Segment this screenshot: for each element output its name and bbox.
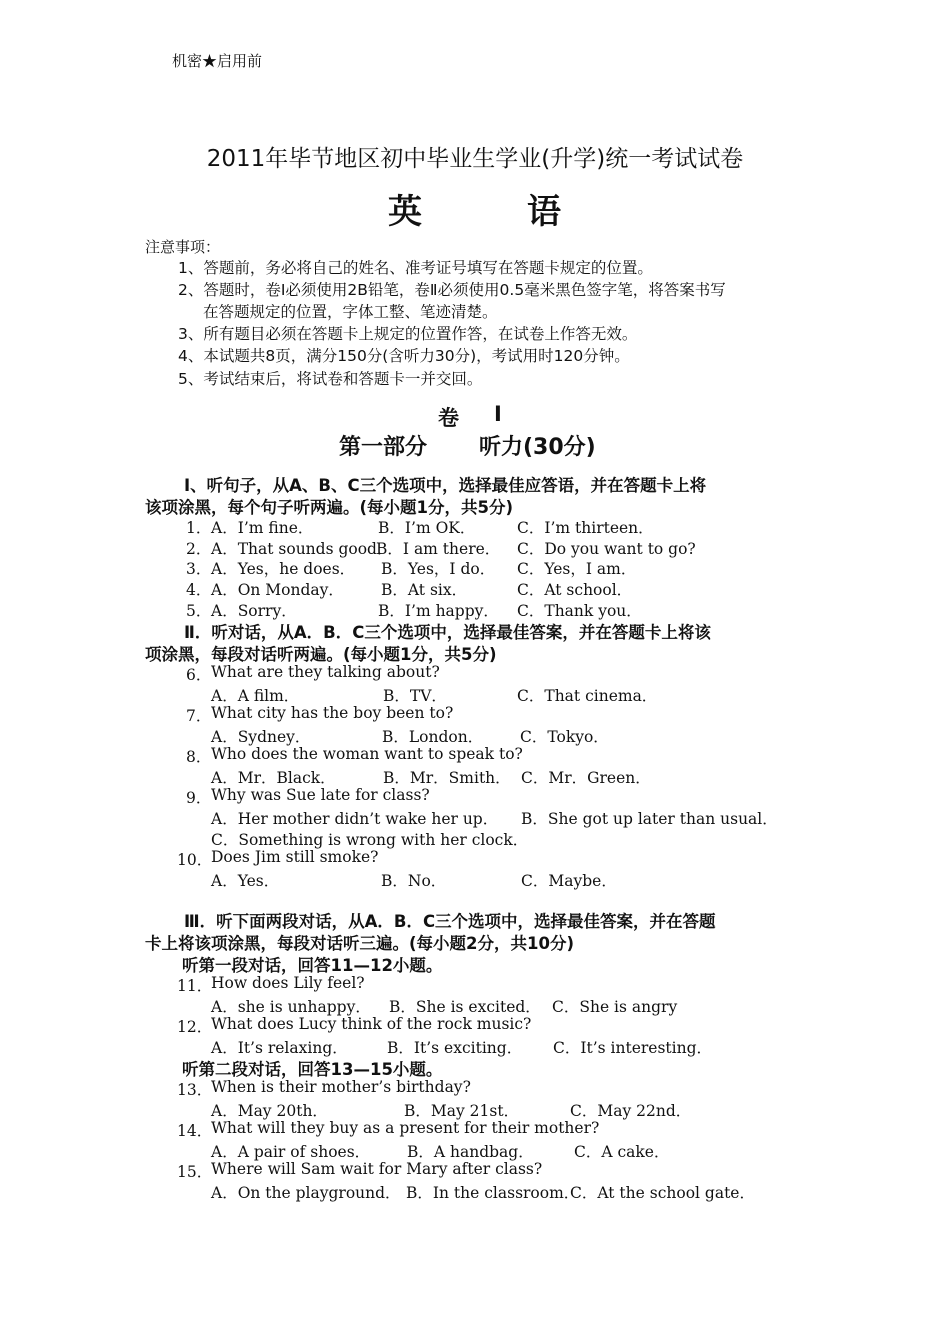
section3-instruction-line1: Ⅲ．听下面两段对话，从A．B．C三个选项中，选择最佳答案，并在答题 xyxy=(184,912,716,931)
option-b: B．Mr．Smith． xyxy=(383,769,511,787)
option-a: A．Yes． xyxy=(211,872,280,890)
exam-title: 2011年毕节地区初中毕业生学业(升学)统一考试试卷 xyxy=(206,146,744,172)
question-number: 2． xyxy=(186,540,212,558)
question-number: 11． xyxy=(177,977,213,995)
option-a: A．Her mother didn’t wake her up． xyxy=(211,810,499,828)
section3-instruction-line2: 卡上将该项涂黑，每段对话听三遍。(每小题2分，共10分) xyxy=(145,934,575,953)
option-c: C．I’m thirteen． xyxy=(517,519,654,537)
option-c: C．Yes，I am． xyxy=(517,560,637,578)
notice-item-2-cont: 在答题规定的位置，字体工整、笔迹清楚。 xyxy=(203,303,498,321)
volume-label: 卷 xyxy=(438,406,459,430)
question-text: Where will Sam wait for Mary after class? xyxy=(211,1160,543,1178)
question-text: How does Lily feel? xyxy=(211,974,365,992)
option-c: C．That cinema． xyxy=(517,687,658,705)
option-c: C．Do you want to go? xyxy=(517,540,696,558)
option-c: C．A cake． xyxy=(574,1143,670,1161)
option-c: C．At school． xyxy=(517,581,633,599)
option-a: A．Yes，he does． xyxy=(211,560,356,578)
option-b: B．Yes，I do． xyxy=(381,560,496,578)
section1-instruction-line2: 该项涂黑，每个句子听两遍。(每小题1分，共5分) xyxy=(145,498,514,517)
option-a: A．On the playground． xyxy=(211,1184,401,1202)
option-c: C．At the school gate． xyxy=(570,1184,755,1202)
dialog2-heading: 听第二段对话，回答13—15小题。 xyxy=(182,1060,443,1079)
question-text: What city has the boy been to? xyxy=(211,704,454,722)
option-b: B．She is excited． xyxy=(389,998,541,1016)
option-b: B．In the classroom． xyxy=(406,1184,580,1202)
notice-item-2: 2、答题时，卷Ⅰ必须使用2B铅笔，卷Ⅱ必须使用0.5毫米黑色签字笔，将答案书写 xyxy=(178,281,726,299)
option-a: A．Mr．Black． xyxy=(211,769,336,787)
question-number: 12． xyxy=(177,1018,213,1036)
question-number: 8． xyxy=(186,748,212,766)
question-number: 10． xyxy=(177,851,213,869)
option-c: C．Tokyo． xyxy=(520,728,609,746)
option-b: B．I’m OK． xyxy=(378,519,476,537)
option-b: B．I’m happy． xyxy=(378,602,499,620)
option-a: A．she is unhappy． xyxy=(211,998,371,1016)
question-number: 1． xyxy=(186,519,212,537)
option-b: B．It’s exciting． xyxy=(387,1039,523,1057)
question-number: 3． xyxy=(186,560,212,578)
dialog1-heading: 听第一段对话，回答11—12小题。 xyxy=(182,956,443,975)
question-number: 7． xyxy=(186,707,212,725)
option-b: B．May 21st． xyxy=(404,1102,520,1120)
notice-item-4: 4、本试题共8页，满分150分(含听力30分)，考试用时120分钟。 xyxy=(178,347,630,365)
volume-numeral: Ⅰ xyxy=(494,402,502,426)
question-number: 5． xyxy=(186,602,212,620)
question-number: 15． xyxy=(177,1163,213,1181)
option-a: A．I’m fine． xyxy=(211,519,314,537)
option-a: A．It’s relaxing． xyxy=(211,1039,348,1057)
option-b: B．London． xyxy=(382,728,484,746)
option-a: A．A film． xyxy=(211,687,300,705)
option-c: C．Thank you． xyxy=(517,602,642,620)
option-b: B．TV． xyxy=(383,687,447,705)
option-c: C．She is angry xyxy=(552,998,678,1016)
option-b: B．No． xyxy=(381,872,447,890)
question-number: 14． xyxy=(177,1122,213,1140)
question-text: When is their mother’s birthday? xyxy=(211,1078,471,1096)
option-a: A．A pair of shoes． xyxy=(211,1143,371,1161)
question-text: Why was Sue late for class? xyxy=(211,786,430,804)
question-number: 4． xyxy=(186,581,212,599)
option-a: A．That sounds good． xyxy=(211,540,393,558)
option-c: C．It’s interesting． xyxy=(553,1039,712,1057)
confidential-mark: 机密★启用前 xyxy=(172,52,263,70)
question-number: 6． xyxy=(186,666,212,684)
option-b: B．At six． xyxy=(381,581,468,599)
notice-heading: 注意事项： xyxy=(145,238,221,256)
subject-char-1: 英 xyxy=(388,192,422,232)
question-text: Does Jim still smoke? xyxy=(211,848,379,866)
option-a: A．Sorry． xyxy=(211,602,297,620)
section2-instruction-line1: Ⅱ．听对话，从A．B．C三个选项中，选择最佳答案，并在答题卡上将该 xyxy=(184,623,711,642)
option-a: A．Sydney． xyxy=(211,728,311,746)
option-c: C．Maybe． xyxy=(521,872,617,890)
notice-item-5: 5、考试结束后，将试卷和答题卡一并交回。 xyxy=(178,370,483,388)
option-b: B．I am there． xyxy=(376,540,501,558)
subject-char-2: 语 xyxy=(527,192,561,232)
question-text: What does Lucy think of the rock music? xyxy=(211,1015,532,1033)
question-number: 9． xyxy=(186,789,212,807)
part-title: 听力(30分) xyxy=(479,435,596,460)
option-c: C．Mr．Green． xyxy=(521,769,651,787)
option-c: C．Something is wrong with her clock． xyxy=(211,831,529,849)
section1-instruction-line1: Ⅰ、听句子，从A、B、C三个选项中，选择最佳应答语，并在答题卡上将 xyxy=(184,476,707,495)
option-b: B．She got up later than usual． xyxy=(521,810,778,828)
option-a: A．On Monday． xyxy=(211,581,344,599)
option-c: C．May 22nd． xyxy=(570,1102,692,1120)
option-b: B．A handbag． xyxy=(407,1143,534,1161)
option-a: A．May 20th． xyxy=(211,1102,328,1120)
section2-instruction-line2: 项涂黑，每段对话听两遍。(每小题1分，共5分) xyxy=(145,645,497,664)
notice-item-1: 1、答题前，务必将自己的姓名、准考证号填写在答题卡规定的位置。 xyxy=(178,259,653,277)
question-text: Who does the woman want to speak to? xyxy=(211,745,523,763)
question-text: What will they buy as a present for their mother? xyxy=(211,1119,600,1137)
question-text: What are they talking about? xyxy=(211,663,440,681)
notice-item-3: 3、所有题目必须在答题卡上规定的位置作答，在试卷上作答无效。 xyxy=(178,325,638,343)
question-number: 13． xyxy=(177,1081,213,1099)
part-name: 第一部分 xyxy=(339,435,428,460)
